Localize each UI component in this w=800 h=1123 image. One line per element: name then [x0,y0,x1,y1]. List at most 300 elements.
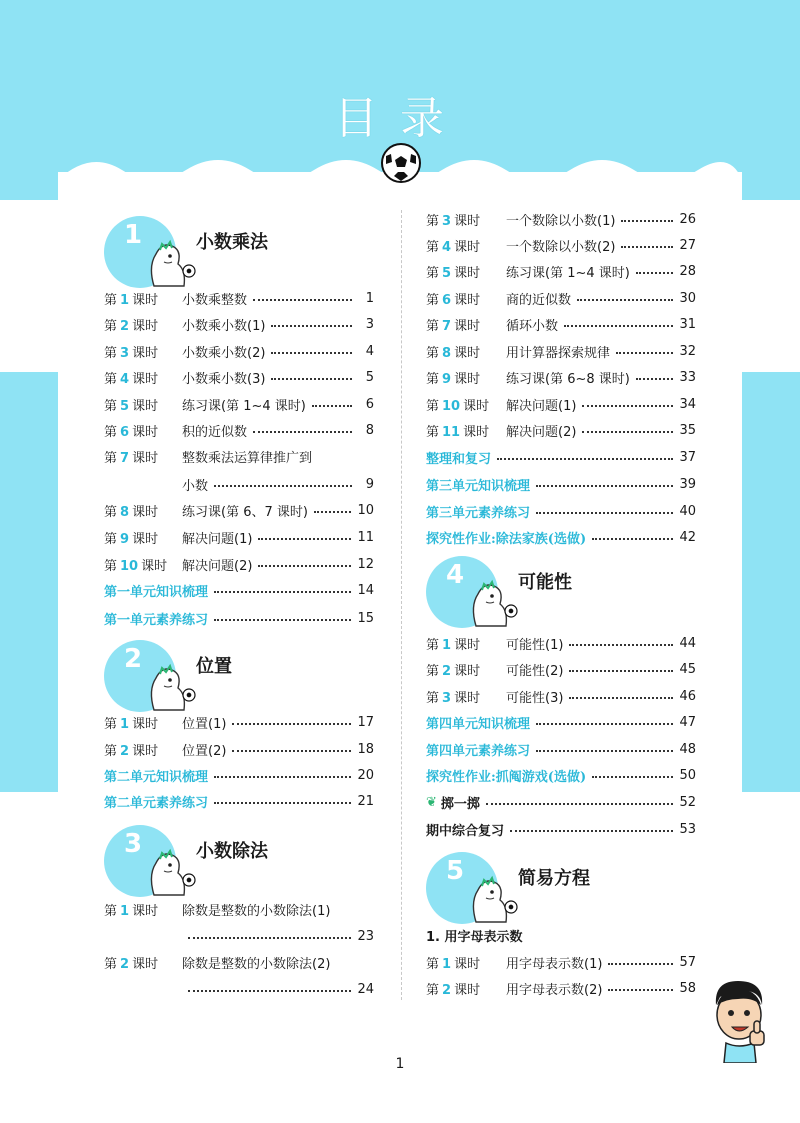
leader-dots [621,220,673,222]
lesson-label [426,953,506,972]
unit-title: 小数乘法 [196,232,268,253]
lesson-prefix: 第 [104,903,118,919]
lesson-prefix: 第 [104,531,118,547]
toc-row[interactable] [104,897,374,921]
leader-dots [188,990,351,992]
leader-dots [214,619,351,621]
toc-special-title: 探究性作业:抓阄游戏(选做) [426,769,587,785]
lesson-suffix: 课时 [454,663,481,679]
toc-row[interactable] [426,950,696,974]
lesson-prefix: 第 [104,424,118,440]
lesson-title: 循环小数 [506,318,559,334]
lesson-label [104,900,182,919]
lesson-number: 9 [120,531,130,547]
toc-special-title: 第一单元知识梳理 [104,584,209,600]
leader-dots [214,485,352,487]
lesson-label [104,740,182,759]
lesson-suffix: 课时 [454,345,481,361]
lesson-label [426,395,506,414]
leader-dots [582,405,673,407]
leader-dots [592,776,673,778]
lesson-title: 可能性(3) [506,690,564,706]
leader-dots [569,697,673,699]
toc-row[interactable] [104,737,374,761]
toc-row[interactable] [104,444,374,468]
page-number-ref: 34 [679,396,696,412]
page-number-ref: 20 [357,767,374,783]
toc-row[interactable] [104,606,374,630]
page-number-ref: 32 [679,343,696,359]
page-number-ref: 12 [357,556,374,572]
toc-row[interactable] [104,339,374,363]
lesson-suffix: 课时 [132,424,159,440]
toc-special-title: 第四单元知识梳理 [426,716,531,732]
lesson-label [104,421,182,440]
lesson-prefix: 第 [426,663,440,679]
toc-bold-title: 掷一掷 [440,796,480,812]
lesson-label [104,368,182,387]
lesson-title: 练习课(第 1~4 课时) [506,265,630,281]
lesson-number: 7 [120,450,130,466]
lesson-number: 1 [442,956,452,972]
leader-dots [214,591,351,593]
page-number-ref: 18 [357,741,374,757]
toc-special-title: 整理和复习 [426,451,492,467]
toc-row[interactable] [104,498,374,522]
lesson-prefix: 第 [426,956,440,972]
lesson-label [426,289,506,308]
toc-row[interactable] [426,392,696,416]
lesson-title: 用字母表示数(2) [506,982,603,998]
page-number-ref: 24 [357,981,374,997]
dinosaur-mascot-icon [462,872,520,928]
leader-dots [510,830,673,832]
lesson-prefix: 第 [104,318,118,334]
lesson-title: 解决问题(1) [182,531,253,547]
page-number-ref: 17 [357,714,374,730]
lesson-prefix: 第 [426,292,440,308]
lesson-label [104,953,182,972]
page-number-ref: 27 [679,237,696,253]
lesson-suffix: 课时 [454,265,481,281]
toc-row[interactable] [426,365,696,389]
lesson-prefix: 第 [426,982,440,998]
toc-row[interactable] [426,657,696,681]
lesson-prefix: 第 [104,450,118,466]
section-subheading: 1. 用字母表示数 [426,929,523,945]
lesson-number: 3 [442,213,452,229]
lesson-suffix: 课时 [463,398,490,414]
page-number-ref: 39 [679,476,696,492]
lesson-number: 2 [120,318,130,334]
lesson-suffix: 课时 [132,504,159,520]
page-number-ref: 40 [679,503,696,519]
lesson-number: 5 [120,398,130,414]
page-number-ref: 31 [679,316,696,332]
lesson-suffix: 课时 [132,292,159,308]
toc-row[interactable] [426,233,696,257]
lesson-label [104,315,182,334]
leader-dots [636,272,674,274]
page-number-ref: 15 [357,610,374,626]
leader-dots [232,750,351,752]
toc-row[interactable] [104,950,374,974]
lesson-title: 整数乘法运算律推广到 [182,450,313,466]
lesson-number: 7 [442,318,452,334]
lesson-number: 1 [120,903,130,919]
lesson-label [426,634,506,653]
dinosaur-mascot-icon [140,660,198,716]
leader-dots [536,512,673,514]
page-number-ref: 53 [679,821,696,837]
leader-dots [582,431,673,433]
toc-row[interactable] [104,710,374,734]
page-number: 1 [395,1056,405,1072]
page-number-ref: 48 [679,741,696,757]
leader-dots [536,723,673,725]
leader-dots [271,325,352,327]
lesson-suffix: 课时 [454,956,481,972]
lesson-title: 可能性(1) [506,637,564,653]
toc-row[interactable] [104,578,374,602]
toc-row[interactable] [426,259,696,283]
leader-dots [592,538,673,540]
lesson-title: 用字母表示数(1) [506,956,603,972]
lesson-suffix: 课时 [454,239,481,255]
lesson-prefix: 第 [104,956,118,972]
toc-row[interactable] [104,312,374,336]
page-number-ref: 3 [365,316,374,332]
lesson-number: 6 [120,424,130,440]
lesson-label [104,342,182,361]
lesson-title: 除数是整数的小数除法(1) [182,903,331,919]
lesson-suffix: 课时 [454,690,481,706]
toc-row[interactable] [426,817,696,841]
lesson-number: 10 [442,398,461,414]
lesson-title: 小数乘整数 [182,292,248,308]
lesson-prefix: 第 [104,716,118,732]
leader-dots [188,937,351,939]
leader-dots [271,378,352,380]
leader-dots [569,644,673,646]
lesson-prefix: 第 [426,690,440,706]
lesson-prefix: 第 [426,213,440,229]
lesson-prefix: 第 [104,292,118,308]
lesson-suffix: 课时 [132,450,159,466]
page-number-ref: 14 [357,582,374,598]
leader-dots [253,299,352,301]
toc-row[interactable] [104,472,374,496]
toc-row[interactable] [426,445,696,469]
lesson-prefix: 第 [426,345,440,361]
lesson-title: 可能性(2) [506,663,564,679]
sprout-icon: ❦ [426,794,437,810]
leader-dots [214,802,351,804]
lesson-prefix: 第 [104,371,118,387]
lesson-number: 9 [442,371,452,387]
toc-row[interactable] [104,552,374,576]
unit-title: 简易方程 [518,868,590,889]
lesson-label [426,368,506,387]
page-number-ref: 9 [365,476,374,492]
page-number-ref: 33 [679,369,696,385]
toc-bold-title: 期中综合复习 [426,823,505,839]
lesson-suffix: 课时 [454,637,481,653]
lesson-label [104,289,182,308]
dinosaur-mascot-icon [462,576,520,632]
page-number-ref: 5 [365,369,374,385]
soccer-ball-icon [380,142,422,184]
toc-special-title: 第二单元知识梳理 [104,769,209,785]
lesson-suffix: 课时 [454,292,481,308]
toc-row[interactable] [426,976,696,1000]
leader-dots [608,963,673,965]
leader-dots [271,352,352,354]
lesson-label [104,713,182,732]
toc-row [426,923,696,947]
lesson-label [426,342,506,361]
lesson-number: 2 [442,663,452,679]
leader-dots [214,776,351,778]
lesson-title: 解决问题(2) [506,424,577,440]
leader-dots [253,431,352,433]
unit-number: 5 [445,856,465,886]
leader-dots [536,750,673,752]
lesson-suffix: 课时 [132,716,159,732]
toc-row[interactable] [426,684,696,708]
page-number-ref: 50 [679,767,696,783]
toc-row[interactable] [426,286,696,310]
leader-dots [497,458,673,460]
lesson-prefix: 第 [426,239,440,255]
leader-dots [258,538,351,540]
leader-dots [569,670,673,672]
unit-title: 可能性 [518,572,572,593]
lesson-prefix: 第 [104,398,118,414]
lesson-title: 小数 [182,478,209,494]
page-number-ref: 52 [679,794,696,810]
lesson-suffix: 课时 [132,371,159,387]
lesson-suffix: 课时 [454,371,481,387]
lesson-title: 小数乘小数(1) [182,318,266,334]
toc-special-title: 第三单元知识梳理 [426,478,531,494]
lesson-number: 10 [120,558,139,574]
lesson-number: 2 [442,982,452,998]
page-number-ref: 46 [679,688,696,704]
page-number-ref: 26 [679,211,696,227]
boy-thumbs-up-illustration [702,975,774,1063]
page-number-ref: 30 [679,290,696,306]
lesson-title: 解决问题(2) [182,558,253,574]
lesson-title: 位置(2) [182,743,227,759]
lesson-title: 解决问题(1) [506,398,577,414]
leader-dots [536,485,673,487]
page-number-ref: 44 [679,635,696,651]
lesson-prefix: 第 [426,424,440,440]
toc-row[interactable] [426,710,696,734]
lesson-label [426,262,506,281]
toc-row[interactable] [426,339,696,363]
toc-special-title: 第二单元素养练习 [104,795,209,811]
lesson-label [426,687,506,706]
leader-dots [608,989,673,991]
toc-row[interactable] [426,790,696,814]
lesson-title: 一个数除以小数(1) [506,213,616,229]
lesson-title: 练习课(第 6~8 课时) [506,371,630,387]
lesson-number: 1 [442,637,452,653]
leader-dots [312,405,352,407]
lesson-label [426,660,506,679]
toc-row[interactable] [104,924,374,948]
lesson-number: 1 [120,292,130,308]
toc-row[interactable] [426,525,696,549]
toc-row[interactable] [104,365,374,389]
toc-special-title: 第四单元素养练习 [426,743,531,759]
lesson-label [104,501,182,520]
lesson-number: 2 [120,743,130,759]
lesson-title: 积的近似数 [182,424,248,440]
unit-number: 3 [123,829,143,859]
page-number-ref: 45 [679,661,696,677]
leader-dots [232,723,351,725]
toc-row[interactable] [426,207,696,231]
toc-row[interactable] [426,312,696,336]
toc-row[interactable] [104,418,374,442]
lesson-title: 用计算器探索规律 [506,345,611,361]
unit-number: 4 [445,560,465,590]
lesson-suffix: 课时 [132,318,159,334]
toc-row[interactable] [426,418,696,442]
lesson-prefix: 第 [426,637,440,653]
unit-number: 2 [123,644,143,674]
toc-row[interactable] [104,789,374,813]
toc-row[interactable] [104,392,374,416]
page-number-ref: 28 [679,263,696,279]
lesson-prefix: 第 [104,558,118,574]
lesson-number: 1 [120,716,130,732]
page-number-ref: 8 [365,422,374,438]
lesson-title: 除数是整数的小数除法(2) [182,956,331,972]
toc-row[interactable] [104,977,374,1001]
toc-special-title: 第一单元素养练习 [104,612,209,628]
lesson-label [426,421,506,440]
lesson-label [104,555,182,574]
dinosaur-mascot-icon [140,845,198,901]
lesson-suffix: 课时 [141,558,168,574]
page-number-ref: 21 [357,793,374,809]
page-title: 目录 [334,93,466,144]
toc-row[interactable] [426,763,696,787]
page-number-ref: 37 [679,449,696,465]
page-number-ref: 10 [357,502,374,518]
lesson-label [104,528,182,547]
leader-dots [314,511,352,513]
leader-dots [258,565,351,567]
lesson-label [104,447,182,466]
toc-row[interactable] [426,499,696,523]
toc-special-title: 探究性作业:除法家族(选做) [426,531,587,547]
lesson-suffix: 课时 [132,743,159,759]
lesson-prefix: 第 [426,318,440,334]
leader-dots [621,246,673,248]
lesson-prefix: 第 [426,371,440,387]
lesson-number: 8 [442,345,452,361]
toc-row[interactable] [104,286,374,310]
lesson-title: 位置(1) [182,716,227,732]
leader-dots [636,378,674,380]
column-divider [401,210,402,1000]
left-side-band [0,372,62,792]
lesson-label [426,979,506,998]
unit-title: 小数除法 [196,841,268,862]
unit-number: 1 [123,220,143,250]
lesson-label [426,236,506,255]
lesson-prefix: 第 [426,398,440,414]
lesson-suffix: 课时 [132,345,159,361]
leader-dots [616,352,673,354]
lesson-title: 练习课(第 6、7 课时) [182,504,308,520]
page-number-ref: 47 [679,714,696,730]
lesson-suffix: 课时 [132,903,159,919]
lesson-title: 小数乘小数(3) [182,371,266,387]
leader-dots [564,325,673,327]
lesson-number: 11 [442,424,461,440]
toc-special-title: 第三单元素养练习 [426,505,531,521]
lesson-suffix: 课时 [454,213,481,229]
lesson-number: 2 [120,956,130,972]
toc-row[interactable] [426,472,696,496]
page-number-ref: 42 [679,529,696,545]
lesson-number: 5 [442,265,452,281]
lesson-title: 商的近似数 [506,292,572,308]
lesson-title: 一个数除以小数(2) [506,239,616,255]
lesson-title: 小数乘小数(2) [182,345,266,361]
toc-row[interactable] [104,525,374,549]
lesson-prefix: 第 [104,743,118,759]
page-number-ref: 11 [357,529,374,545]
page-number-ref: 6 [365,396,374,412]
page-number-ref: 23 [357,928,374,944]
lesson-number: 4 [442,239,452,255]
toc-row[interactable] [426,737,696,761]
lesson-suffix: 课时 [463,424,490,440]
leader-dots [577,299,673,301]
page-number-ref: 58 [679,980,696,996]
page-number-ref: 35 [679,422,696,438]
lesson-suffix: 课时 [132,956,159,972]
lesson-number: 6 [442,292,452,308]
leader-dots [486,803,674,805]
toc-row[interactable] [426,631,696,655]
page-number-ref: 1 [365,290,374,306]
lesson-suffix: 课时 [454,318,481,334]
lesson-label [426,315,506,334]
lesson-prefix: 第 [104,345,118,361]
lesson-number: 3 [120,345,130,361]
right-side-band [734,372,800,792]
lesson-suffix: 课时 [132,398,159,414]
lesson-prefix: 第 [426,265,440,281]
toc-row[interactable] [104,763,374,787]
lesson-title: 练习课(第 1~4 课时) [182,398,306,414]
lesson-label [104,395,182,414]
page-number-ref: 57 [679,954,696,970]
dinosaur-mascot-icon [140,236,198,292]
lesson-number: 3 [442,690,452,706]
lesson-suffix: 课时 [454,982,481,998]
lesson-prefix: 第 [104,504,118,520]
lesson-number: 4 [120,371,130,387]
